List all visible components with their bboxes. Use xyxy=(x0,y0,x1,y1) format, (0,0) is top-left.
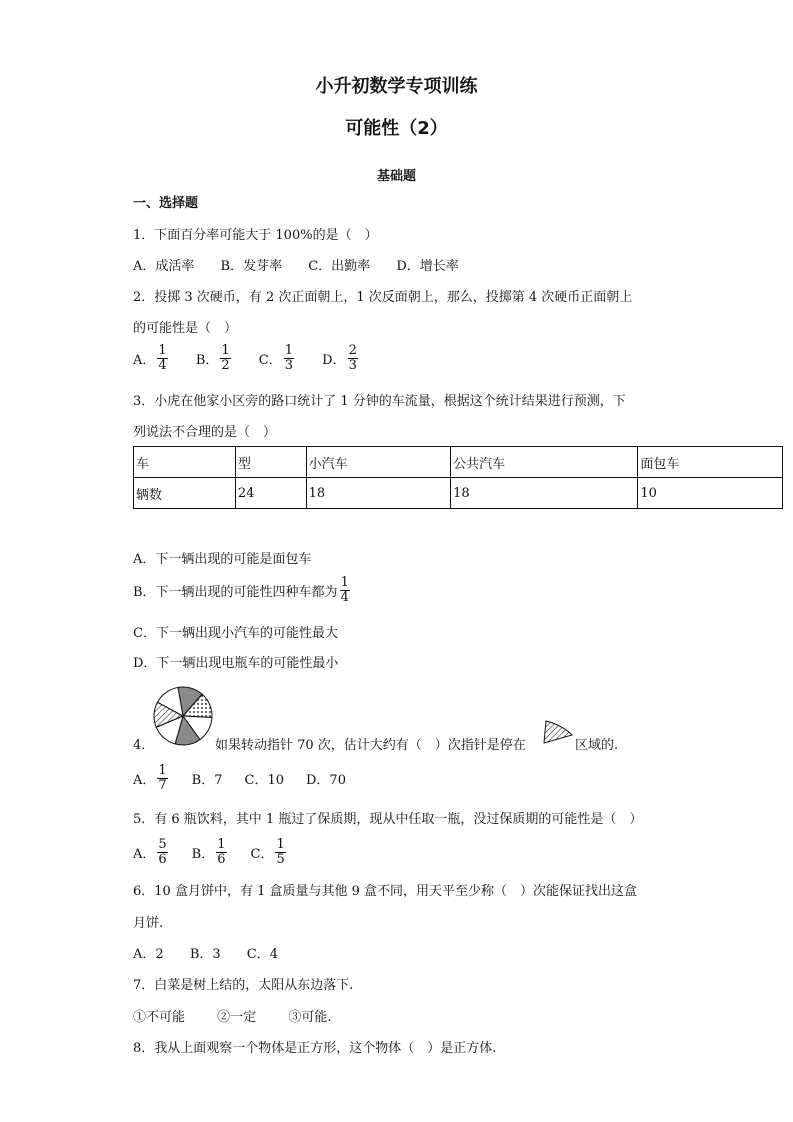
vehicle-table xyxy=(133,446,783,509)
q1-option-a[interactable]: A．成活率 xyxy=(133,259,195,274)
q3-option-d[interactable]: D．下一辆出现电瓶车的可能性最小 xyxy=(133,656,339,671)
q7-option-3[interactable]: ③可能. xyxy=(288,1010,332,1025)
q3-line2: 列说法不合理的是（ ） xyxy=(133,425,277,440)
table-cell: 辆数 xyxy=(134,478,236,509)
q6-line2: 月饼. xyxy=(133,916,164,931)
q2-option-a[interactable]: A． $\frac{1}{4}$ xyxy=(133,343,167,373)
q4-option-b[interactable]: B．7 xyxy=(191,773,223,788)
q2-option-b[interactable]: B． $\frac{1}{2}$ xyxy=(195,343,230,373)
q8-text: 8．我从上面观察一个物体是正方形，这个物体（ ）是正方体. xyxy=(133,1041,497,1056)
hatched-sector-icon xyxy=(542,719,574,745)
q1-option-c[interactable]: C．出勤率 xyxy=(308,259,371,274)
q1-option-d[interactable]: D．增长率 xyxy=(396,259,459,274)
q3-option-a[interactable]: A．下一辆出现的可能是面包车 xyxy=(133,552,312,567)
fraction: $\frac{5}{6}$ xyxy=(158,837,167,867)
q1-text: 1．下面百分率可能大于 100%的是（ ） xyxy=(133,228,378,243)
fraction: $\frac{1}{2}$ xyxy=(221,343,230,373)
q4-option-c[interactable]: C．10 xyxy=(244,773,284,788)
table-cell: 型 xyxy=(235,447,306,478)
page-subtitle: 可能性（2） xyxy=(345,118,448,139)
q4-options xyxy=(133,764,368,793)
q6-options xyxy=(133,943,300,962)
fraction: $\frac{1}{4}$ xyxy=(158,343,167,373)
q5-option-b[interactable]: B． $\frac{1}{6}$ xyxy=(191,837,226,867)
q6-option-c[interactable]: C．4 xyxy=(246,947,278,962)
table-cell: 24 xyxy=(235,478,306,509)
table-row xyxy=(134,447,783,478)
q2-line1: 2．投掷 3 次硬币，有 2 次正面朝上，1 次反面朝上，那么，投掷第 4 次硬币正面朝上 xyxy=(133,290,633,305)
q6-option-b[interactable]: B．3 xyxy=(189,947,221,962)
q3-option-c[interactable]: C．下一辆出现小汽车的可能性最大 xyxy=(133,626,338,641)
part-heading: 一、选择题 xyxy=(133,196,199,211)
q2-option-d[interactable]: D． $\frac{2}{3}$ xyxy=(322,343,357,373)
fraction: $\frac{2}{3}$ xyxy=(348,343,357,373)
q5-options xyxy=(133,838,310,867)
table-cell: 18 xyxy=(451,478,638,509)
q7-text: 7．白菜是树上结的，太阳从东边落下. xyxy=(133,978,354,993)
table-cell: 小汽车 xyxy=(306,447,451,478)
table-cell: 车 xyxy=(134,447,236,478)
fraction: $\frac{1}{6}$ xyxy=(217,837,226,867)
q1-options xyxy=(133,255,481,274)
q5-option-c[interactable]: C． $\frac{1}{5}$ xyxy=(250,837,285,867)
fraction: $\frac{1}{3}$ xyxy=(284,343,294,373)
table-cell: 18 xyxy=(306,478,451,509)
fraction: $\frac{1}{7}$ xyxy=(158,763,167,793)
table-cell: 面包车 xyxy=(638,447,783,478)
fraction: $\frac{1}{4}$ xyxy=(340,575,349,605)
q5-option-a[interactable]: A． $\frac{5}{6}$ xyxy=(133,837,167,867)
table-row xyxy=(134,478,783,509)
q4-text2: 区域的. xyxy=(575,738,619,753)
q2-options xyxy=(133,344,382,373)
q2-line2: 的可能性是（ ） xyxy=(133,321,238,336)
q6-line1: 6．10 盒月饼中，有 1 盒质量与其他 9 盒不同，用天平至少称（ ）次能保证找出这盒 xyxy=(133,884,638,899)
q3-line1: 3．小虎在他家小区旁的路口统计了 1 分钟的车流量，根据这个统计结果进行预测，下 xyxy=(133,394,626,409)
q3-option-b[interactable]: B．下一辆出现的可能性四种车都为 $\frac{1}{4}$ xyxy=(133,575,349,605)
q7-option-1[interactable]: ①不可能 xyxy=(133,1010,186,1025)
table-cell: 10 xyxy=(638,478,783,509)
fraction: $\frac{1}{5}$ xyxy=(276,837,285,867)
q4-text1: 如果转动指针 70 次，估计大约有（ ）次指针是停在 xyxy=(215,738,526,753)
q6-option-a[interactable]: A．2 xyxy=(133,947,164,962)
q4-option-d[interactable]: D．70 xyxy=(306,773,346,788)
q2-option-c[interactable]: C． $\frac{1}{3}$ xyxy=(258,343,294,373)
q1-option-b[interactable]: B．发芽率 xyxy=(220,259,283,274)
page-title: 小升初数学专项训练 xyxy=(315,76,478,97)
table-cell: 公共汽车 xyxy=(451,447,638,478)
section-heading: 基础题 xyxy=(376,169,416,184)
q7-options xyxy=(133,1006,353,1025)
q5-text: 5．有 6 瓶饮料，其中 1 瓶过了保质期，现从中任取一瓶，没过保质期的可能性是（ ） xyxy=(133,812,643,827)
q4-number: 4． xyxy=(133,738,155,753)
q4-option-a[interactable]: A． $\frac{1}{7}$ xyxy=(133,763,167,793)
q7-option-2[interactable]: ②一定 xyxy=(217,1010,257,1025)
spinner-wheel-icon xyxy=(152,686,214,746)
